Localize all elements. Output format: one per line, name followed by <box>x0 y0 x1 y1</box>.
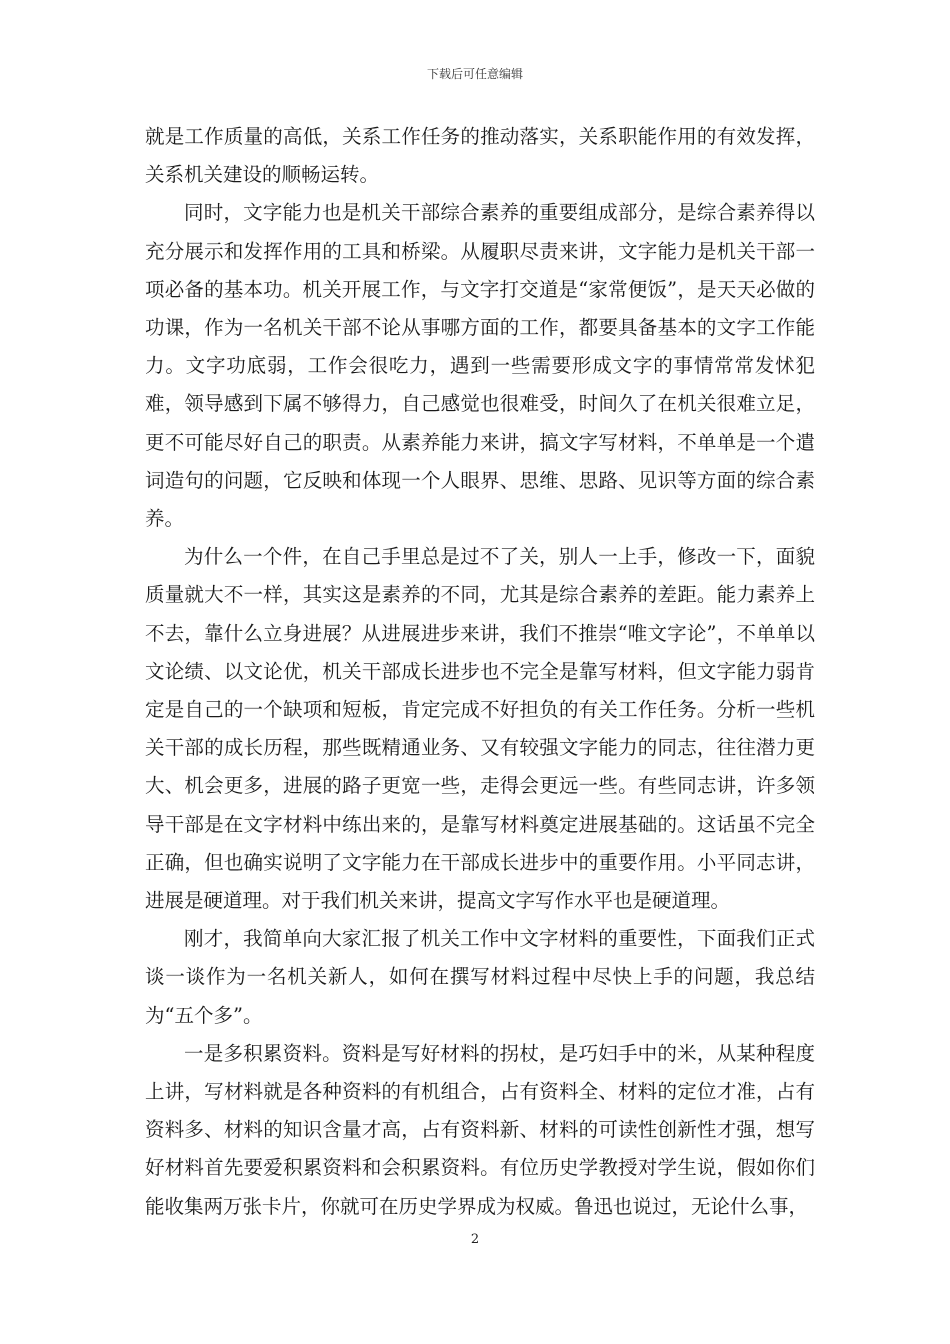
page-number: 2 <box>470 1232 480 1247</box>
paragraph-4: 刚才，我简单向大家汇报了机关工作中文字材料的重要性，下面我们正式谈一谈作为一名机关新人，如何在撰写材料过程中尽快上手的问题，我总结为“五个多”。 <box>145 927 815 1027</box>
page-header: 下载后可任意编辑 <box>426 67 523 81</box>
paragraph-3: 为什么一个件，在自己手里总是过不了关，别人一上手，修改一下，面貌质量就大不一样，其实这是素养的不同，尤其是综合素养的差距。能力素养上不去，靠什么立身进展？从进展进步来讲，我们不推崇“唯文字论”，不单单以文论绩、以文论优，机关干部成长进步也不完全是靠写材料，但文字能力弱肯定是自己的一个缺项和短板，肯定完成不好担负的有关工作任务。分析一些机关干部的成长历程，那些既精通业务、又有较强文字能力的同志，往往潜力更大、机会更多，进展的路子更宽一些，走得会更远一些。有些同志讲，许多领导干部是在文字材料中练出来的，是靠写材料奠定进展基础的。这话虽不完全正确，但也确实说明了文字能力在干部成长进步中的重要作用。小平同志讲，进展是硬道理。对于我们机关来讲，提高文字写作水平也是硬道理。 <box>145 545 815 913</box>
paragraph-2: 同时，文字能力也是机关干部综合素养的重要组成部分，是综合素养得以充分展示和发挥作用的工具和桥梁。从履职尽责来讲，文字能力是机关干部一项必备的基本功。机关开展工作，与文字打交道是“家常便饭”，是天天必做的功课，作为一名机关干部不论从事哪方面的工作，都要具备基本的文字工作能力。文字功底弱，工作会很吃力，遇到一些需要形成文字的事情常常发怵犯难，领导感到下属不够得力，自己感觉也很难受，时间久了在机关很难立足，更不可能尽好自己的职责。从素养能力来讲，搞文字写材料，不单单是一个遣词造句的问题，它反映和体现一个人眼界、思维、思路、见识等方面的综合素养。 <box>145 201 815 531</box>
document-body <box>145 118 815 1226</box>
paragraph-1: 就是工作质量的高低，关系工作任务的推动落实，关系职能作用的有效发挥，关系机关建设的顺畅运转。 <box>145 125 815 187</box>
paragraph-5: 一是多积累资料。资料是写好材料的拐杖，是巧妇手中的米，从某种程度上讲，写材料就是各种资料的有机组合，占有资料全、材料的定位才准，占有资料多、材料的知识含量才高，占有资料新、材料的可读性创新性才强，想写好材料首先要爱积累资料和会积累资料。有位历史学教授对学生说，假如你们能收集两万张卡片，你就可在历史学界成为权威。鲁迅也说过，无论什么事， <box>145 1041 815 1218</box>
